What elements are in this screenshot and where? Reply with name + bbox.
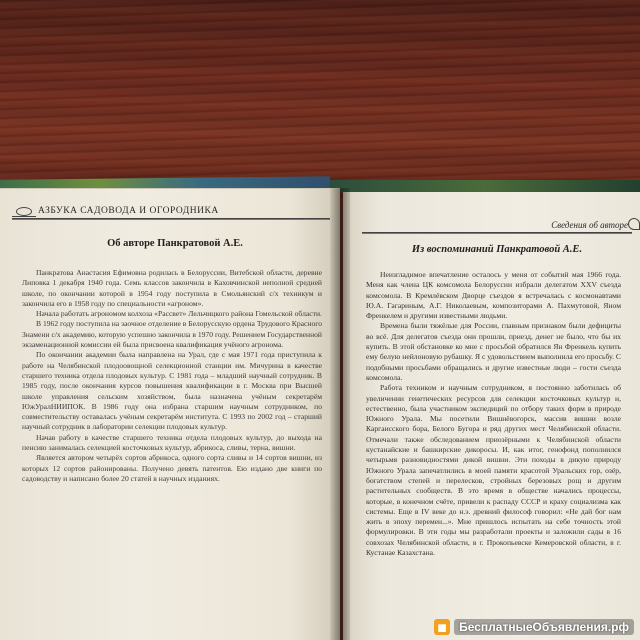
header-ornament-icon [12,205,36,217]
paragraph: Работа техником и научным сотрудником, я постоянно заботилась об увеличении генетических ресурсов для селекции косточковых культур и, естественно, была участником экспедиций по отбору таких форм в природе Южного Урала. Мы посетили Вишнёвогорск, массив вишни возле Каргаисского бора, Белого Бугора и ряд других мест Челябинской области. Отмечали также обследованием приозёрными к Челябинской области кустанайские и башкирские дикоросы. И, как итог, генофонд пополнился четырьмя разновидностями дикой вишни. Эти походы в дикую природу Южного Урала запечатлились в моей памяти красотой Уральских гор, озёр, богатством степей и перелесков, стройных березовых рощ и другим растительных сообществ. В это время в обществе начались процессы, которые, в конечном счёте, привели к распаду СССР и краху социализма как системы. Еще в IV веке до н.э. древний философ говорил: «Не дай бог нам жить в эпоху перемен...». Мне пришлось испытать на себе точность этой формулировки. В эти годы мы разработали проекты и заложили сады в 16 совхозах Челябинской области, в г. Прокопьевске Кемеровской области, в г. Кустанае Казахстана. [366,383,621,558]
right-page-body [366,270,621,640]
paragraph: Начала работать агрономом колхоза «Рассвет» Лельчицкого района Гомельской области. [36,309,322,319]
right-header-text: Сведения об авторе [551,220,628,230]
site-watermark [434,618,634,636]
left-header-text: АЗБУКА САДОВОДА И ОГОРОДНИКА [38,206,219,216]
paragraph: Панкратова Анастасия Ефимовна родилась в Белоруссии, Витебской области, деревне Липовка 1 декабря 1940 года. Семь классов закончила в Каховчинской неполной средней школе, по окончании которой в 1954 году поступила в Смольянский с/х техникум и закончила его в 1958 году по специальности «агроном». [22,268,322,308]
book-cover-edge-right [330,180,640,192]
header-rule [362,232,632,234]
paragraph: Начав работу в качестве старшего техника отдела плодовых культур, до выхода на пенсию занималась селекцией косточковых культур, абрикоса, сливы, терна, вишни. [22,432,322,453]
wooden-table [0,0,640,200]
right-page-title: Из воспоминаний Панкратовой А.Е. [411,244,583,255]
right-running-header [362,220,632,236]
paragraph: Времена были тяжёлые для России, главным признаком были дефициты во всё. Для делегатов съезда они прошли, приезд, денег не было, что бы их купить. В этой обстановке ко мне с просьбой обратился Ян Френкель купить ему белую нейлоновую рубашку. Я с удовольствием выполнила его просьбу. С подобными просьбами обращались и другие известные люди – гости съезда комсомола. [366,321,621,382]
paragraph: Является автором четырёх сортов абрикоса, одного сорта сливы и 14 сортов вишни, из которых 12 сортов районированы. Получено девять патентов. Ею издано две книги по садоводству и написано более 20 статей в научных изданиях. [22,453,322,483]
paragraph: В 1962 году поступила на заочное отделение в Белорусскую ордена Трудового Красного Знамени с/х академию, которую успешно закончила в 1970 году. Решением Государственной экзаменационной комиссии ей была присвоена квалификация учёного агронома. [22,319,322,350]
paragraph: По окончании академии была направлена на Урал, где с мая 1971 года приступила к работе на Челябинской плодоовощной селекционной станции им. Мичурина в качестве старшего техника отдела плодовых культур. С 1981 года – младший научный сотрудник. В 1985 году, после окончания курсов повышения квалификации в г. Москва при Высшей школе управления сельским хозяйством, была назначена учёным секретарём ЮжУралНИИПОК. В 1986 году она избрана старшим научным сотрудником, по совместительству оставалась учёным секретарём института. С 1993 по 2002 год – старший научный сотрудник в лаборатории селекции плодовых культур. [22,350,322,432]
shopping-bag-icon: ◼ [434,619,450,635]
header-ornament-icon [628,218,640,230]
header-rule [12,218,330,220]
left-page-body [22,268,322,640]
paragraph: Неизгладимое впечатление осталось у меня от событий мая 1966 года. Меня как члена ЦК комсомола Белоруссии избрали делегатом XXV съезда комсомола. В Кремлёвском Дворце съездов я встречалась с космонавтами Ю.А. Гагариным, А.Г. Николаевым, композиторами А. Пахмутовой, Яном Френкелем и другими известными людьми. [366,270,621,321]
left-running-header [12,206,330,220]
watermark-text: БесплатныеОбъявления.рф [454,619,634,635]
left-page-title: Об авторе Панкратовой А.Е. [107,238,243,249]
book-gutter [330,188,350,640]
